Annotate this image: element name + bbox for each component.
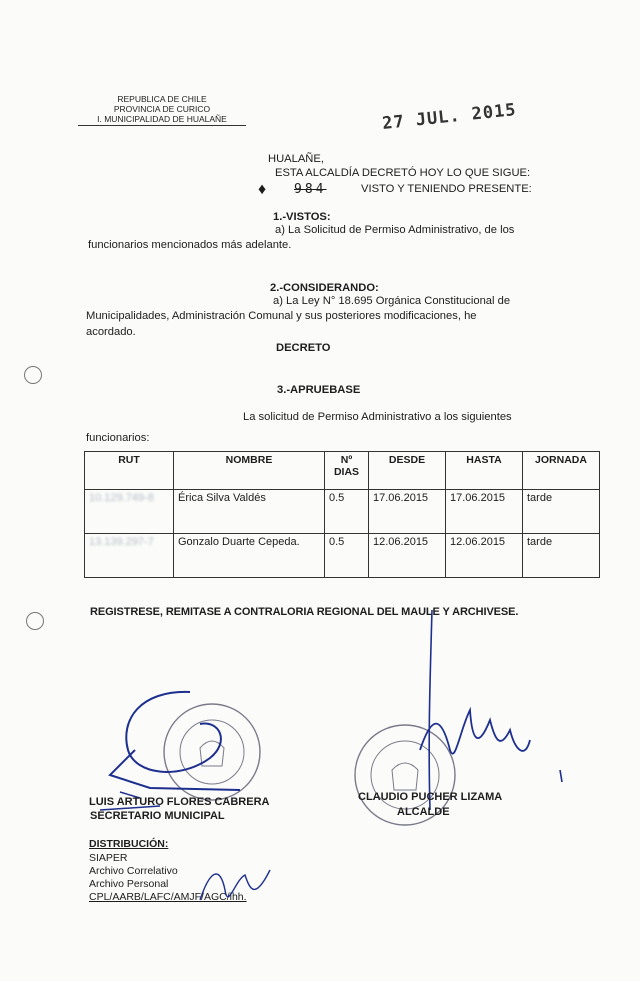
vistos-line-2: funcionarios mencionados más adelante.: [88, 239, 292, 251]
letterhead-country: REPUBLICA DE CHILE: [117, 94, 207, 104]
left-signatory-name: LUIS ARTURO FLORES CABRERA: [89, 796, 270, 808]
punch-hole-icon: [26, 612, 44, 630]
letterhead: [78, 94, 246, 126]
city-line: HUALAÑE,: [268, 153, 324, 165]
nombre-cell: Gonzalo Duarte Cepeda.: [174, 534, 325, 578]
col-jornada-header: JORNADA: [523, 452, 600, 490]
decree-number: 984: [294, 182, 327, 197]
jornada-cell: tarde: [523, 490, 600, 534]
apruebase-line-2: funcionarios:: [86, 432, 150, 444]
right-signatory-title: ALCALDE: [397, 806, 450, 818]
col-dias-header: Nº DIAS: [325, 452, 369, 490]
considerando-line-1: a) La Ley N° 18.695 Orgánica Constitucional de: [273, 295, 511, 307]
decreto-heading: DECRETO: [276, 342, 331, 354]
dias-cell: 0.5: [325, 534, 369, 578]
registrese-line: REGISTRESE, REMITASE A CONTRALORIA REGIONAL DEL MAULE Y ARCHIVESE.: [90, 606, 519, 618]
col-rut-header: RUT: [85, 452, 174, 490]
apruebase-heading: 3.-APRUEBASE: [277, 384, 361, 396]
col-nombre-header: NOMBRE: [174, 452, 325, 490]
rut-cell: [85, 534, 174, 578]
distribution-item: Archivo Personal: [89, 878, 169, 890]
hasta-cell: 12.06.2015: [446, 534, 523, 578]
considerando-line-2: Municipalidades, Administración Comunal y sus posteriores modificaciones, he: [86, 310, 477, 322]
permits-table: [84, 451, 600, 578]
letterhead-municipality: I. MUNICIPALIDAD DE HUALAÑE: [78, 114, 246, 126]
rut-cell: [85, 490, 174, 534]
col-desde-header: DESDE: [369, 452, 446, 490]
rut-value: 10.129.749-8: [89, 492, 154, 504]
distribution-item: Archivo Correlativo: [89, 865, 178, 877]
distribution-item: SIAPER: [89, 852, 128, 864]
jornada-cell: tarde: [523, 534, 600, 578]
date-stamp: 27 JUL. 2015: [381, 100, 518, 134]
table-row: [85, 490, 600, 534]
visto-line: VISTO Y TENIENDO PRESENTE:: [361, 183, 532, 195]
right-signature: [400, 600, 580, 820]
desde-cell: 17.06.2015: [369, 490, 446, 534]
table-row: [85, 534, 600, 578]
left-signatory-title: SECRETARIO MUNICIPAL: [90, 810, 225, 822]
vistos-heading: 1.-VISTOS:: [273, 211, 331, 223]
decree-line: ESTA ALCALDÍA DECRETÓ HOY LO QUE SIGUE:: [275, 167, 531, 179]
letterhead-province: PROVINCIA DE CURICO: [113, 104, 211, 114]
table-header-row: [85, 452, 600, 490]
right-signatory-name: CLAUDIO PUCHER LIZAMA: [358, 791, 503, 803]
vistos-line-1: a) La Solicitud de Permiso Administrativo, de los: [275, 224, 515, 236]
col-hasta-header: HASTA: [446, 452, 523, 490]
apruebase-line-1: La solicitud de Permiso Administrativo a los siguientes: [243, 411, 512, 423]
nombre-cell: Érica Silva Valdés: [174, 490, 325, 534]
desde-cell: 12.06.2015: [369, 534, 446, 578]
distribution-item: CPL/AARB/LAFC/AMJF/AGC/lhh.: [89, 891, 247, 903]
dias-cell: 0.5: [325, 490, 369, 534]
number-mark: ♦: [258, 181, 267, 198]
rut-value: 13.139.297-7: [89, 536, 154, 548]
distribution-heading: DISTRIBUCIÓN:: [89, 838, 169, 850]
punch-hole-icon: [24, 366, 42, 384]
considerando-line-3: acordado.: [86, 326, 136, 338]
considerando-heading: 2.-CONSIDERANDO:: [270, 282, 379, 294]
hasta-cell: 17.06.2015: [446, 490, 523, 534]
initials-signature: [190, 860, 280, 920]
decree-number-row: [258, 181, 558, 199]
